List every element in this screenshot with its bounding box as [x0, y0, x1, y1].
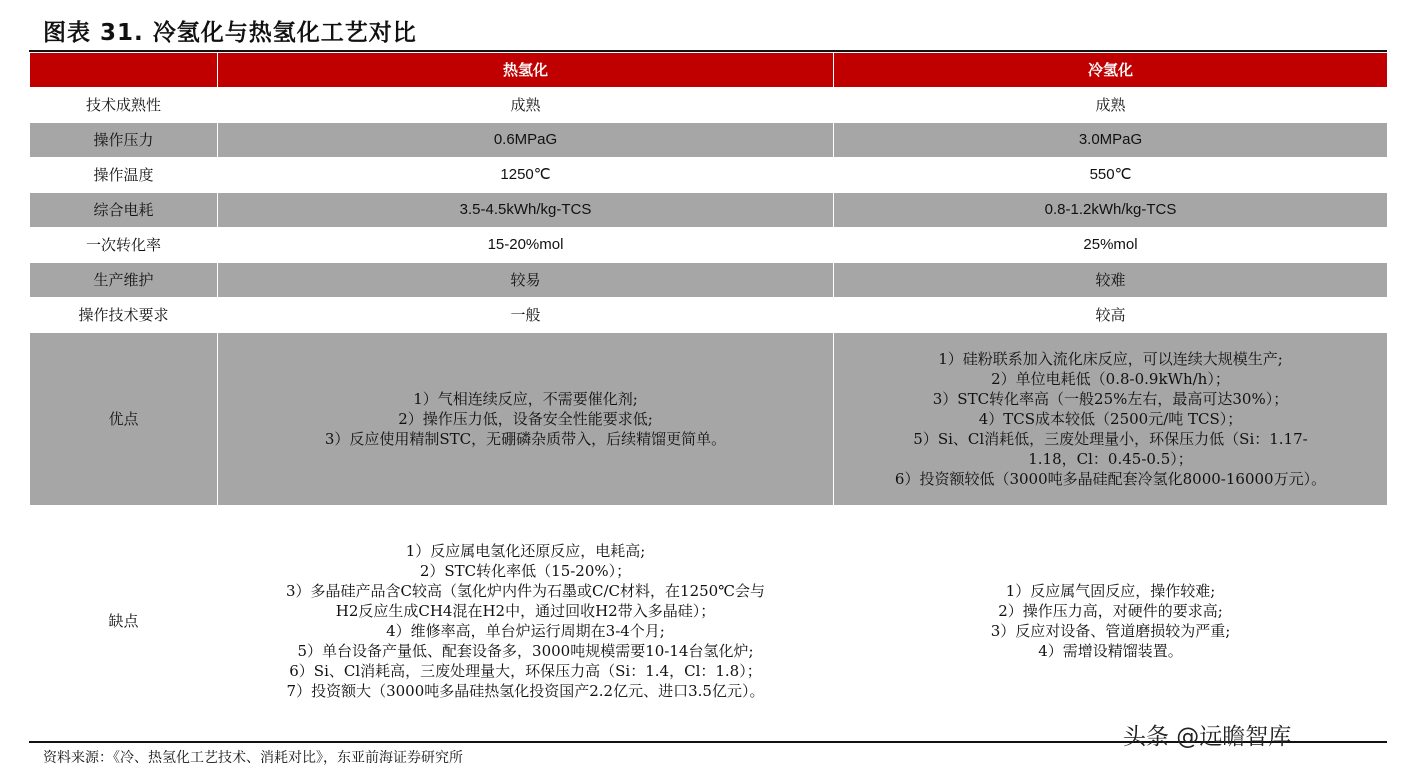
disadvantage-item: 1）反应属气固反应，操作较难; — [1005, 582, 1216, 600]
disadvantage-item: H2反应生成CH4混在H2中，通过回收H2带入多晶硅）； — [335, 602, 716, 620]
table-header-row — [30, 53, 1388, 88]
figure-title: 图表 31. 冷氢化与热氢化工艺对比 — [43, 20, 417, 46]
hot-disadvantages — [218, 506, 834, 737]
header-cold-hydrogenation: 冷氢化 — [834, 53, 1388, 88]
cold-value: 较难 — [834, 263, 1388, 298]
advantage-item: 2）操作压力低，设备安全性能要求低; — [398, 410, 653, 428]
table-row — [30, 123, 1388, 158]
disadvantage-item: 5）单台设备产量低、配套设备多，3000吨规模需要10-14台氢化炉; — [297, 642, 754, 660]
table-row — [30, 193, 1388, 228]
hot-value: 15-20%mol — [218, 228, 834, 263]
advantage-item: 2）单位电耗低（0.8-0.9kWh/h）； — [991, 370, 1230, 388]
advantages-label: 优点 — [30, 333, 218, 506]
hot-value: 一般 — [218, 298, 834, 333]
disadvantages-row — [30, 506, 1388, 737]
disadvantage-item: 1）反应属电氢化还原反应，电耗高; — [405, 542, 646, 560]
disadvantages-label: 缺点 — [30, 506, 218, 737]
cold-value: 3.0MPaG — [834, 123, 1388, 158]
disadvantage-item: 2）STC转化率低（15-20%）； — [419, 562, 632, 580]
hot-value: 成熟 — [218, 88, 834, 123]
row-label: 综合电耗 — [30, 193, 218, 228]
hot-value: 0.6MPaG — [218, 123, 834, 158]
table-row — [30, 158, 1388, 193]
watermark-text: 头条 @远瞻智库 — [1123, 724, 1292, 750]
row-label: 操作技术要求 — [30, 298, 218, 333]
row-label: 操作压力 — [30, 123, 218, 158]
advantage-item: 1）硅粉联系加入流化床反应，可以连续大规模生产; — [938, 350, 1283, 368]
hot-value: 3.5-4.5kWh/kg-TCS — [218, 193, 834, 228]
advantages-row — [30, 333, 1388, 506]
source-note: 资料来源：《冷、热氢化工艺技术、消耗对比》，东亚前海证券研究所 — [43, 750, 463, 766]
cold-value: 550℃ — [834, 158, 1388, 193]
cold-value: 较高 — [834, 298, 1388, 333]
advantage-item: 3）反应使用精制STC，无硼磷杂质带入，后续精馏更简单。 — [324, 430, 727, 448]
cold-value: 成熟 — [834, 88, 1388, 123]
hot-advantages — [218, 333, 834, 506]
row-label: 技术成熟性 — [30, 88, 218, 123]
advantage-item: 1）气相连续反应，不需要催化剂; — [413, 390, 638, 408]
hot-value: 较易 — [218, 263, 834, 298]
disadvantage-item: 3）反应对设备、管道磨损较为严重; — [990, 622, 1231, 640]
table-row — [30, 263, 1388, 298]
advantage-item: 6）投资额较低（3000吨多晶硅配套冷氢化8000-16000万元）。 — [894, 470, 1327, 488]
table-row — [30, 228, 1388, 263]
advantage-item: 4）TCS成本较低（2500元/吨 TCS）； — [978, 410, 1243, 428]
table-row — [30, 88, 1388, 123]
hot-value: 1250℃ — [218, 158, 834, 193]
disadvantage-item: 4）需增设精馏装置。 — [1038, 642, 1183, 660]
advantage-item: 5）Si、Cl消耗低，三废处理量小，环保压力低（Si：1.17- — [913, 430, 1308, 448]
disadvantage-item: 3）多晶硅产品含C较高（氢化炉内件为石墨或C/C材料，在1250℃会与 — [286, 582, 765, 600]
advantage-item: 1.18，Cl：0.45-0.5）； — [1028, 450, 1193, 468]
cold-disadvantages — [834, 506, 1388, 737]
disadvantage-item: 2）操作压力高，对硬件的要求高; — [998, 602, 1223, 620]
table-row — [30, 298, 1388, 333]
cold-value: 25%mol — [834, 228, 1388, 263]
header-hot-hydrogenation: 热氢化 — [218, 53, 834, 88]
row-label: 一次转化率 — [30, 228, 218, 263]
disadvantage-item: 7）投资额大（3000吨多晶硅热氢化投资国产2.2亿元、进口3.5亿元）。 — [286, 682, 765, 700]
row-label: 生产维护 — [30, 263, 218, 298]
advantage-item: 3）STC转化率高（一般25%左右，最高可达30%）； — [932, 390, 1289, 408]
disadvantage-item: 4）维修率高，单台炉运行周期在3-4个月; — [386, 622, 665, 640]
cold-advantages — [834, 333, 1388, 506]
comparison-table — [29, 52, 1388, 737]
disadvantage-item: 6）Si、Cl消耗高，三废处理量大，环保压力高（Si：1.4，Cl：1.8）； — [289, 662, 762, 680]
cold-value: 0.8-1.2kWh/kg-TCS — [834, 193, 1388, 228]
row-label: 操作温度 — [30, 158, 218, 193]
header-blank — [30, 53, 218, 88]
